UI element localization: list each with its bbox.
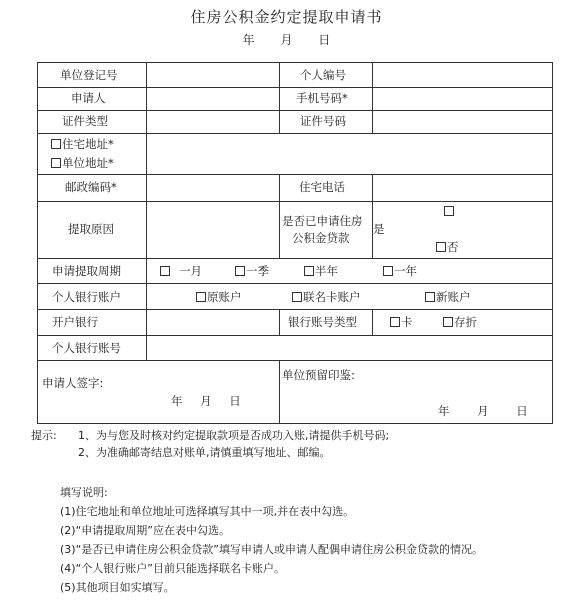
no-option[interactable] [436, 240, 459, 254]
label-reason: 提取原因 [68, 222, 114, 236]
label-bank-account-no: 个人银行账号 [52, 341, 121, 355]
no-checkbox[interactable] [436, 242, 446, 252]
label-applicant: 申请人 [71, 91, 106, 105]
label-yes: 是 [373, 222, 385, 236]
period-year-label: 一年 [394, 264, 417, 278]
period-month-label: 一月 [179, 264, 202, 278]
label-loan-question-2: 公积金贷款 [292, 231, 350, 245]
label-id-type: 证件类型 [62, 114, 108, 128]
account-new-checkbox[interactable] [425, 292, 435, 302]
unit-address-option[interactable] [51, 156, 114, 170]
unit-seal-date: 年 月 日 [438, 404, 528, 418]
label-open-bank: 开户银行 [52, 315, 98, 329]
account-type-option-card[interactable] [390, 315, 413, 329]
label-unit-seal: 单位预留印鉴: [282, 368, 355, 382]
account-joint-card-label: 联名卡账户 [303, 290, 361, 304]
period-option-year[interactable] [383, 264, 417, 278]
date-line: 年 月 日 [242, 33, 331, 47]
period-month-checkbox[interactable] [160, 266, 170, 276]
period-halfyear-checkbox[interactable] [304, 266, 314, 276]
label-no: 否 [447, 240, 459, 254]
period-option-month[interactable] [160, 264, 202, 278]
instructions-title: 填写说明: [60, 486, 108, 499]
instruction-item-1: (1)住宅地址和单位地址可选择填写其中一项,并在表中勾选。 [60, 505, 355, 518]
instruction-item-2: (2)“申请提取周期”应在表中勾选。 [60, 524, 230, 537]
account-option-joint-card[interactable] [292, 290, 361, 304]
account-original-label: 原账户 [207, 290, 242, 304]
period-option-quarter[interactable] [235, 264, 269, 278]
account-type-card-label: 卡 [401, 315, 413, 329]
label-unit-reg-no: 单位登记号 [60, 68, 118, 82]
period-halfyear-label: 半年 [315, 264, 338, 278]
applicant-sign-date: 年 月 日 [171, 394, 241, 408]
yes-checkbox[interactable] [444, 206, 454, 216]
account-option-original[interactable] [196, 290, 242, 304]
label-account-type: 银行账号类型 [288, 315, 357, 329]
page-title: 住房公积金约定提取申请书 [190, 8, 383, 26]
account-type-passbook-label: 存折 [454, 315, 477, 329]
period-year-checkbox[interactable] [383, 266, 393, 276]
instruction-item-4: (4)“个人银行账户”目前只能选择联名卡账户。 [60, 562, 285, 575]
label-id-no: 证件号码 [300, 114, 346, 128]
unit-address-checkbox[interactable] [51, 158, 61, 168]
instruction-item-3: (3)“是否已申请住房公积金贷款”填写申请人或申请人配偶申请住房公积金贷款的情况。 [60, 543, 483, 556]
label-bank-account: 个人银行账户 [52, 290, 121, 304]
period-quarter-checkbox[interactable] [235, 266, 245, 276]
account-type-card-checkbox[interactable] [390, 317, 400, 327]
home-address-option[interactable] [51, 137, 114, 151]
label-loan-question-1: 是否已申请住房 [282, 214, 363, 228]
application-form [37, 62, 553, 424]
account-new-label: 新账户 [436, 290, 471, 304]
account-joint-card-checkbox[interactable] [292, 292, 302, 302]
label-postcode: 邮政编码* [65, 180, 117, 194]
account-original-checkbox[interactable] [196, 292, 206, 302]
label-period: 申请提取周期 [52, 264, 121, 278]
label-applicant-sign: 申请人签字: [42, 376, 104, 390]
label-home-phone: 住宅电话 [299, 180, 345, 194]
label-mobile: 手机号码* [296, 91, 348, 105]
label-home-address: 住宅地址* [62, 137, 114, 151]
account-type-option-passbook[interactable] [443, 315, 477, 329]
label-personal-no: 个人编号 [300, 68, 346, 82]
hints-label: 提示: [31, 429, 57, 442]
account-option-new[interactable] [425, 290, 471, 304]
hint-item-2: 2、为准确邮寄结息对账单,请慎重填写地址、邮编。 [78, 446, 331, 459]
instruction-item-5: (5)其他项目如实填写。 [60, 581, 175, 594]
period-quarter-label: 一季 [246, 264, 269, 278]
home-address-checkbox[interactable] [51, 139, 61, 149]
account-type-passbook-checkbox[interactable] [443, 317, 453, 327]
period-option-halfyear[interactable] [304, 264, 338, 278]
label-unit-address: 单位地址* [62, 156, 114, 170]
hint-item-1: 1、为与您及时核对约定提取款项是否成功入账,请提供手机号码; [78, 429, 390, 442]
